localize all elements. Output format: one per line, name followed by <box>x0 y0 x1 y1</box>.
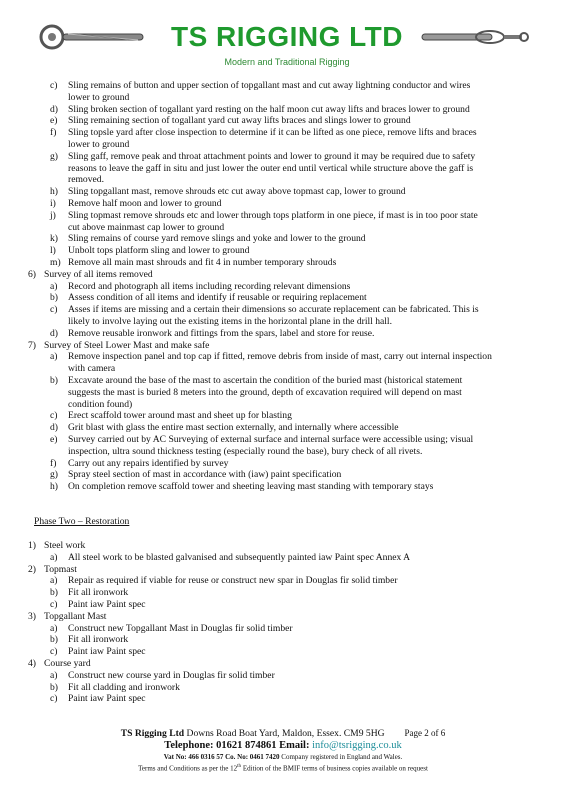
list-item <box>22 115 538 127</box>
item-text: Sling remains of button and upper section of topgallant mast and cut away lightning conductor and wires <box>68 80 471 91</box>
document-body <box>22 80 538 705</box>
item-text: Fit all cladding and ironwork <box>68 681 180 693</box>
item-text: Sling topmast remove shrouds etc and lower through tops platform in one piece, if mast is in too poor state <box>68 209 478 221</box>
item-text: Spray steel section of mast in accordance with (iaw) paint specification <box>68 469 342 481</box>
blank-line <box>22 493 538 505</box>
item-text: Topgallant Mast <box>44 610 107 622</box>
item-text: Paint iaw Paint spec <box>68 646 146 658</box>
item-text: Fit all ironwork <box>68 587 129 599</box>
list-item <box>22 151 538 163</box>
footer-contact-line <box>0 740 566 752</box>
subitem-letter: f) <box>50 127 57 139</box>
terms-text-b: Edition of the BMIF terms of business copies available on request <box>241 764 428 773</box>
subitem-letter: a) <box>50 669 58 681</box>
item-text: Unbolt tops platform sling and lower to ground <box>68 245 250 257</box>
subitem-letter: d) <box>50 103 58 115</box>
list-item <box>22 564 538 576</box>
footer-terms <box>0 762 566 773</box>
list-item <box>22 623 538 635</box>
item-text: suggests the mast is buried 8 meters into the ground, depth of excavation required will depend on mast <box>68 386 462 398</box>
subitem-letter: a) <box>50 575 58 587</box>
item-text: On completion remove scaffold tower and sheeting leaving mast standing with temporary stays <box>68 481 434 493</box>
subitem-letter: i) <box>50 197 56 209</box>
subitem-letter: j) <box>50 209 56 221</box>
subitem-letter: m) <box>50 256 61 268</box>
list-item <box>22 198 538 210</box>
item-text: Course yard <box>44 658 91 670</box>
list-item <box>22 634 538 646</box>
item-text: Grit blast with glass the entire mast section externally, and internally where accessible <box>68 422 399 434</box>
list-item <box>22 245 538 257</box>
subitem-letter: a) <box>50 551 58 563</box>
section-heading <box>22 516 538 528</box>
item-text: Paint iaw Paint spec <box>68 693 146 705</box>
page-footer <box>0 727 566 773</box>
item-number: 7) <box>28 339 36 351</box>
subitem-letter: g) <box>50 469 58 481</box>
company-logo-title: TS RIGGING LTD <box>170 21 404 52</box>
list-item <box>22 92 538 104</box>
item-text: Repair as required if viable for reuse or construct new spar in Douglas fir solid timber <box>68 575 398 587</box>
list-item <box>22 552 538 564</box>
item-text: Carry out any repairs identified by survey <box>68 457 229 469</box>
item-text: removed. <box>68 174 104 186</box>
item-text: All steel work to be blasted galvanised and subsequently painted iaw Paint spec Annex A <box>68 551 411 563</box>
item-text: Remove all main mast shrouds and fit 4 in number temporary shrouds <box>68 256 337 268</box>
footer-address-line <box>0 727 566 740</box>
item-text: Fit all ironwork <box>68 634 129 646</box>
list-item <box>22 670 538 682</box>
item-text: likely to involve laying out the existing items in the horizontal plane in the drill hall. <box>68 315 392 327</box>
list-item <box>22 363 538 375</box>
item-text: Sling remaining section of togallant yard cut away lifts braces and slings lower to ground <box>68 115 411 127</box>
item-text: Construct new Topgallant Mast in Douglas fir solid timber <box>68 622 293 634</box>
item-number: 2) <box>28 563 36 575</box>
footer-address: Downs Road Boat Yard, Maldon, Essex. CM9 5HG <box>184 728 385 739</box>
list-item <box>22 587 538 599</box>
item-text: Sling remains of course yard remove slings and yoke and lower to the ground <box>68 233 366 245</box>
subitem-letter: g) <box>50 150 58 162</box>
section-heading-text: Phase Two – Restoration <box>34 516 130 528</box>
subitem-letter: a) <box>50 280 58 292</box>
list-item <box>22 575 538 587</box>
list-item <box>22 340 538 352</box>
list-item <box>22 127 538 139</box>
subitem-letter: d) <box>50 327 58 339</box>
item-text: Remove inspection panel and top cap if fitted, remove debris from inside of mast, carry out internal inspection <box>68 351 492 363</box>
list-item <box>22 316 538 328</box>
list-item <box>22 351 538 363</box>
list-item <box>22 646 538 658</box>
list-item <box>22 163 538 175</box>
list-item <box>22 375 538 387</box>
item-number: 4) <box>28 658 36 670</box>
subitem-letter: c) <box>50 80 58 91</box>
subitem-letter: c) <box>50 599 58 611</box>
item-number: 3) <box>28 610 36 622</box>
item-text: Steel work <box>44 540 86 552</box>
item-text: Topmast <box>44 563 77 575</box>
item-text: Construct new course yard in Douglas fir solid timber <box>68 669 275 681</box>
item-text: Excavate around the base of the mast to ascertain the condition of the buried mast (historical statement <box>68 374 463 386</box>
list-item <box>22 104 538 116</box>
subitem-letter: e) <box>50 433 58 445</box>
list-item <box>22 387 538 399</box>
subitem-letter: b) <box>50 634 58 646</box>
subitem-letter: h) <box>50 186 58 198</box>
item-text: lower to ground <box>68 91 130 103</box>
subitem-letter: k) <box>50 233 58 245</box>
item-text: Paint iaw Paint spec <box>68 599 146 611</box>
subitem-letter: d) <box>50 422 58 434</box>
list-item <box>22 222 538 234</box>
subitem-letter: b) <box>50 681 58 693</box>
list-item <box>22 469 538 481</box>
subitem-letter: c) <box>50 646 58 658</box>
subitem-letter: a) <box>50 351 58 363</box>
list-item <box>22 269 538 281</box>
item-text: condition found) <box>68 398 133 410</box>
item-number: 6) <box>28 268 36 280</box>
shackle-left-icon <box>38 22 148 52</box>
item-text: Erect scaffold tower around mast and sheet up for blasting <box>68 410 292 422</box>
item-text: Survey of Steel Lower Mast and make safe <box>44 339 210 351</box>
blank-line <box>22 505 538 517</box>
subitem-letter: c) <box>50 693 58 705</box>
subitem-letter: b) <box>50 374 58 386</box>
phone-number: 01621 874861 <box>216 740 277 751</box>
item-text: Survey of all items removed <box>44 268 153 280</box>
subitem-letter: h) <box>50 481 58 493</box>
subitem-letter: b) <box>50 587 58 599</box>
list-item <box>22 139 538 151</box>
email-label: Email: <box>276 740 313 751</box>
list-item <box>22 611 538 623</box>
list-item <box>22 80 538 92</box>
item-text: Remove half moon and lower to ground <box>68 197 222 209</box>
item-text: Assess condition of all items and identify if reusable or requiring replacement <box>68 292 367 304</box>
footer-registration <box>0 752 566 762</box>
item-text: Asses if items are missing and a certain their dimensions so accurate replacement can be fabricated. This is <box>68 304 479 316</box>
item-text: Record and photograph all items including recording relevant dimensions <box>68 280 351 292</box>
list-item <box>22 210 538 222</box>
terms-text-a: Terms and Conditions as per the 12 <box>138 764 238 773</box>
item-text: Sling broken section of togallant yard resting on the half moon cut away lifts and braces lower to ground <box>68 103 470 115</box>
item-text: cut above mainmast cap lower to ground <box>68 221 225 233</box>
item-text: Sling gaff, remove peak and throat attachment points and lower to ground it may be required due to safety <box>68 150 476 162</box>
email-link[interactable]: info@tsrigging.co.uk <box>312 740 402 751</box>
vat-number: Vat No: 466 0316 57 Co. No: 0461 7420 <box>163 753 280 761</box>
subitem-letter: e) <box>50 115 58 127</box>
company-tagline: Modern and Traditional Rigging <box>224 57 350 67</box>
item-text: inspection, ultra sound thickness testing (especially round the base), bury check of all rivets. <box>68 445 423 457</box>
item-number: 1) <box>28 540 36 552</box>
list-item <box>22 233 538 245</box>
item-text: lower to ground <box>68 138 130 150</box>
list-item <box>22 446 538 458</box>
list-item <box>22 458 538 470</box>
list-item <box>22 304 538 316</box>
item-text: Remove reusable ironwork and fittings from the spars, label and store for reuse. <box>68 327 375 339</box>
footer-company: TS Rigging Ltd <box>120 728 185 739</box>
subitem-letter: c) <box>50 304 58 316</box>
list-item <box>22 540 538 552</box>
letterhead <box>0 0 566 78</box>
item-text: reasons to leave the gaff in situ and just lower the outer end until vertical while structure above the gaff is <box>68 162 474 174</box>
list-item <box>22 481 538 493</box>
list-item <box>22 174 538 186</box>
list-item <box>22 434 538 446</box>
list-item <box>22 186 538 198</box>
list-item <box>22 422 538 434</box>
phone-label: Telephone: <box>164 740 217 751</box>
item-text: Survey carried out by AC Surveying of external surface and internal surface were accessible using; visual <box>68 433 474 445</box>
list-item <box>22 328 538 340</box>
registration-text: Company registered in England and Wales. <box>279 753 403 761</box>
list-item <box>22 599 538 611</box>
list-item <box>22 658 538 670</box>
list-item <box>22 292 538 304</box>
item-text: Sling topsle yard after close inspection to determine if it can be lifted as one piece, remove lifts and braces <box>68 127 477 139</box>
subitem-letter: a) <box>50 622 58 634</box>
page-number: Page 2 of 6 <box>404 728 446 738</box>
subitem-letter: l) <box>50 245 56 257</box>
list-item <box>22 281 538 293</box>
list-item <box>22 693 538 705</box>
blank-line <box>22 528 538 540</box>
item-text: with camera <box>68 363 116 375</box>
item-text: Sling topgallant mast, remove shrouds etc cut away above topmast cap, lower to ground <box>68 186 406 198</box>
list-item <box>22 682 538 694</box>
subitem-letter: b) <box>50 292 58 304</box>
list-item <box>22 410 538 422</box>
turnbuckle-right-icon <box>420 24 530 50</box>
subitem-letter: f) <box>50 457 57 469</box>
list-item <box>22 399 538 411</box>
subitem-letter: c) <box>50 410 58 422</box>
list-item <box>22 257 538 269</box>
terms-sup: th <box>237 764 242 769</box>
